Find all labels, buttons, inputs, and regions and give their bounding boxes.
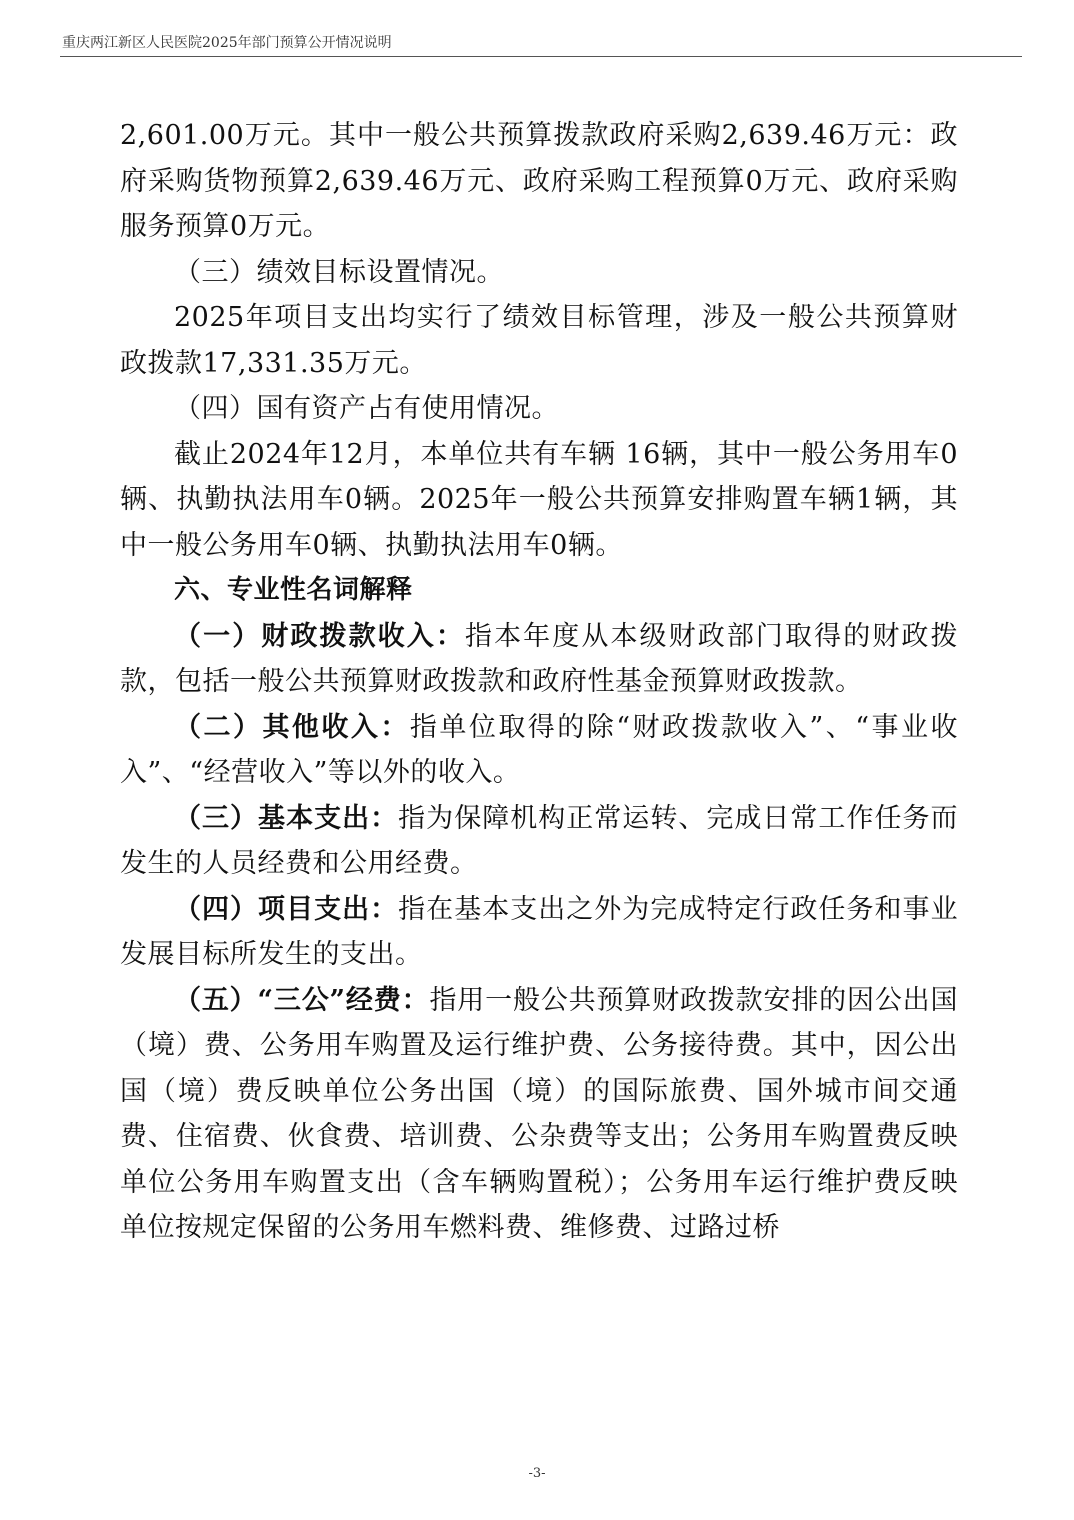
- document-body: [120, 113, 958, 1251]
- term-fiscal-appropriation: [120, 614, 958, 705]
- page-header: 重庆两江新区人民医院2025年部门预算公开情况说明: [62, 35, 392, 51]
- paragraph-procurement: 2,601.00万元。其中一般公共预算拨款政府采购2,639.46万元：政府采购货物预算2,639.46万元、政府采购工程预算0万元、政府采购服务预算0万元。: [120, 120, 958, 242]
- term-description: 指单位取得的除“财政拨款收入”、“事业收入”、“经营收入”等以外的收入。: [120, 711, 958, 788]
- term-label: （四）项目支出：: [174, 893, 399, 925]
- paragraph-state-assets: 截止2024年12月，本单位共有车辆 16辆，其中一般公务用车0辆、执勤执法用车0辆。2025年一般公共预算安排购置车辆1辆，其中一般公务用车0辆、执勤执法用车0辆。: [120, 438, 958, 561]
- term-three-public-expenses: [120, 978, 958, 1251]
- term-project-expenditure: [120, 887, 958, 978]
- term-basic-expenditure: [120, 796, 958, 887]
- term-description: 指在基本支出之外为完成特定行政任务和事业发展目标所发生的支出。: [120, 893, 959, 970]
- term-description: 指本年度从本级财政部门取得的财政拨款，包括一般公共预算财政拨款和政府性基金预算财政拨款。: [120, 620, 959, 697]
- page-number: -3-: [528, 1466, 546, 1481]
- term-other-income: [120, 705, 958, 796]
- term-description: 指用一般公共预算财政拨款安排的因公出国（境）费、公务用车购置及运行维护费、公务接待费。其中，因公出国（境）费反映单位公务出国（境）的国际旅费、国外城市间交通费、住宿费、伙食费、培训费、公杂费等支出；公务用车购置费反映单位公务用车购置支出（含车辆购置税）；公务用车运行维护费反映单位按规定保留的公务用车燃料费、维修费、过路过桥: [120, 984, 959, 1243]
- header-divider: [60, 56, 1022, 57]
- heading-state-assets: （四）国有资产占有使用情况。: [174, 393, 559, 424]
- term-label: （五）“三公”经费：: [174, 984, 430, 1016]
- term-label: （一）财政拨款收入：: [174, 620, 465, 652]
- term-description: 指为保障机构正常运转、完成日常工作任务而发生的人员经费和公用经费。: [120, 802, 959, 879]
- heading-performance-goals: （三）绩效目标设置情况。: [174, 256, 504, 288]
- paragraph-performance-goals: 2025年项目支出均实行了绩效目标管理，涉及一般公共预算财政拨款17,331.35万元。: [120, 302, 958, 379]
- term-label: （二）其他收入：: [174, 711, 410, 743]
- section-heading-terms: 六、专业性名词解释: [174, 575, 413, 605]
- term-label: （三）基本支出：: [174, 802, 399, 834]
